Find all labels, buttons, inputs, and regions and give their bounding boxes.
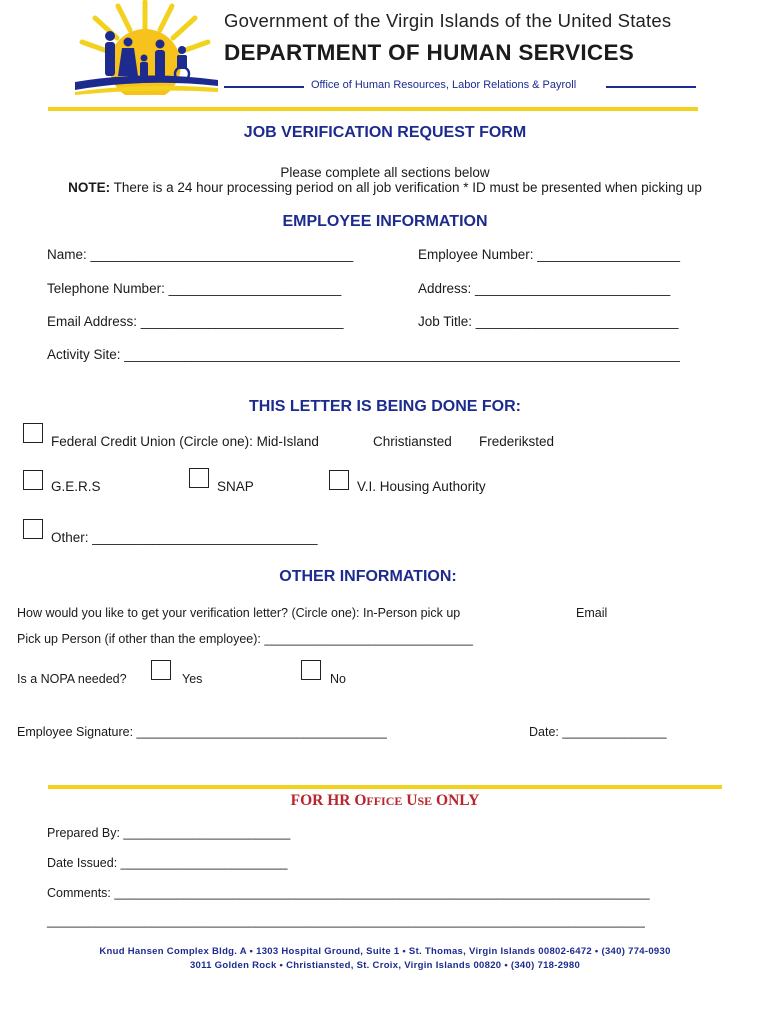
other-checkbox[interactable] <box>23 519 43 539</box>
dhs-logo <box>70 0 220 95</box>
nopa-yes-checkbox[interactable] <box>151 660 171 680</box>
comments-line-2[interactable]: ______________________________________________________________________________________ <box>47 914 645 928</box>
nopa-question: Is a NOPA needed? <box>17 672 127 686</box>
delivery-option-email[interactable]: Email <box>576 606 608 620</box>
office-name: Office of Human Resources, Labor Relations & Payroll <box>311 79 577 91</box>
vi-housing-label: V.I. Housing Authority <box>357 479 486 494</box>
other-field[interactable]: Other: ______________________________ <box>51 530 318 545</box>
employee-signature-field[interactable]: Employee Signature: ____________________________________ <box>17 725 387 739</box>
department-name: DEPARTMENT OF HUMAN SERVICES <box>224 40 635 65</box>
snap-checkbox[interactable] <box>189 468 209 488</box>
hr-title-part3: U <box>402 792 418 809</box>
employee-number-field[interactable]: Employee Number: ___________________ <box>418 247 680 262</box>
fcu-option-frederiksted[interactable]: Frederiksted <box>479 434 555 449</box>
hr-title-part2: FFICE <box>366 794 403 808</box>
prepared-by-field[interactable]: Prepared By: ________________________ <box>47 826 291 840</box>
note-text: There is a 24 hour processing period on all job verification * ID must be presented when picking up <box>110 180 702 195</box>
header-gold-rule <box>48 107 698 111</box>
employee-info-heading: EMPLOYEE INFORMATION <box>282 213 488 230</box>
instructions-text: Please complete all sections below <box>280 165 490 180</box>
sun-family-logo-icon <box>70 0 220 95</box>
header-divider-right <box>606 86 696 88</box>
comments-field[interactable]: Comments: _____________________________________________________________________________ <box>47 886 650 900</box>
letter-for-heading: THIS LETTER IS BEING DONE FOR: <box>248 398 521 415</box>
fcu-checkbox[interactable] <box>23 423 43 443</box>
date-issued-field[interactable]: Date Issued: ________________________ <box>47 856 288 870</box>
telephone-field[interactable]: Telephone Number: _______________________ <box>47 281 342 296</box>
hr-title-part1: FOR HR O <box>290 792 367 809</box>
fcu-label: Federal Credit Union (Circle one): Mid-Island <box>51 434 319 449</box>
footer-address-st-thomas: Knud Hansen Complex Bldg. A • 1303 Hospital Ground, Suite 1 • St. Thomas, Virgin Islands 00802-6472 • (340) 774-0930 <box>99 946 671 957</box>
nopa-yes-label: Yes <box>182 672 203 686</box>
nopa-no-label: No <box>330 672 346 686</box>
fcu-option-christiansted[interactable]: Christiansted <box>373 434 452 449</box>
gers-checkbox[interactable] <box>23 470 43 490</box>
header-divider-left <box>224 86 304 88</box>
snap-label: SNAP <box>217 479 254 494</box>
form-title: JOB VERIFICATION REQUEST FORM <box>243 124 527 141</box>
name-field[interactable]: Name: ___________________________________ <box>47 247 354 262</box>
note-label: NOTE: <box>68 180 111 195</box>
hr-gold-rule <box>48 785 722 789</box>
hr-title-part5: ONLY <box>432 792 480 809</box>
government-name: Government of the Virgin Islands of the United States <box>224 10 672 31</box>
delivery-question: How would you like to get your verification letter? (Circle one): In-Person pick up <box>17 606 461 620</box>
vi-housing-checkbox[interactable] <box>329 470 349 490</box>
address-field[interactable]: Address: __________________________ <box>418 281 671 296</box>
hr-title-part4: SE <box>417 794 433 808</box>
footer-address-st-croix: 3011 Golden Rock • Christiansted, St. Croix, Virgin Islands 00820 • (340) 718-2980 <box>189 960 581 971</box>
nopa-no-checkbox[interactable] <box>301 660 321 680</box>
gers-label: G.E.R.S <box>51 479 101 494</box>
processing-note <box>0 180 770 195</box>
job-title-field[interactable]: Job Title: ___________________________ <box>418 314 679 329</box>
email-field[interactable]: Email Address: ___________________________ <box>47 314 344 329</box>
other-info-heading: OTHER INFORMATION: <box>279 568 457 585</box>
activity-site-field[interactable]: Activity Site: __________________________________________________________________________ <box>47 347 680 362</box>
signature-date-field[interactable]: Date: _______________ <box>529 725 667 739</box>
pickup-person-field[interactable]: Pick up Person (if other than the employee): ______________________________ <box>17 632 473 646</box>
hr-use-title <box>0 792 770 810</box>
